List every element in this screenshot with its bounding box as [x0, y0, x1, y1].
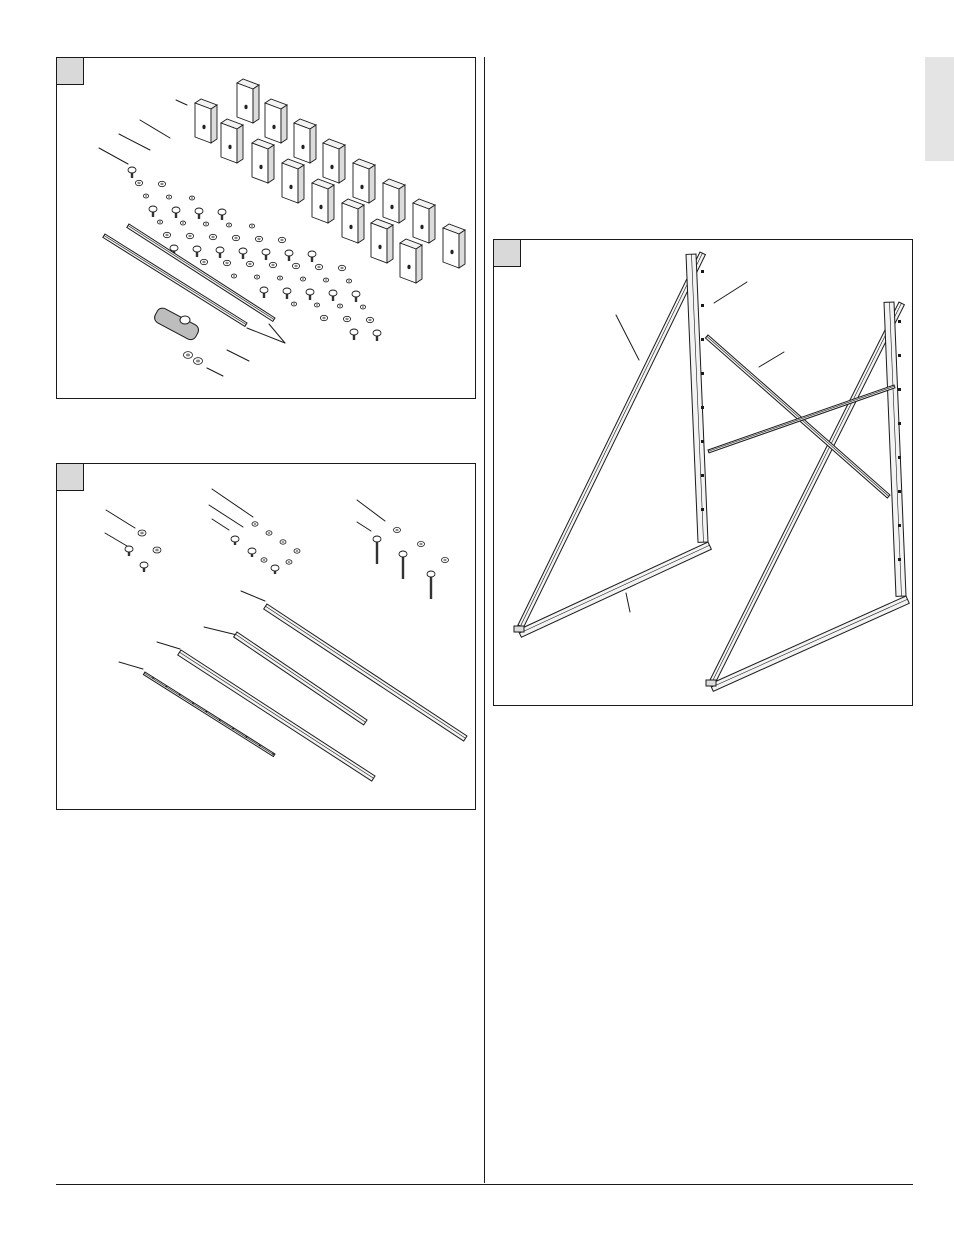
bracket	[413, 199, 435, 243]
nut-hole	[233, 275, 235, 277]
frame-base	[518, 542, 711, 637]
bolt-head	[306, 289, 314, 295]
frame-upright	[884, 302, 906, 596]
bracket-side	[310, 125, 316, 163]
strap-hole	[179, 694, 181, 696]
hardware-illustration	[57, 58, 475, 398]
bolt-shank	[430, 574, 432, 599]
bracket-face	[383, 183, 399, 223]
rails-illustration	[57, 464, 475, 809]
nut-hole	[268, 532, 271, 534]
bracket-hole	[272, 125, 275, 129]
bracket	[312, 179, 334, 223]
bracket-face	[413, 203, 429, 243]
bracket-face	[221, 123, 237, 163]
bracket	[294, 119, 316, 163]
bracket	[237, 79, 259, 123]
bracket-face	[323, 143, 339, 183]
figure-frame-assembly	[493, 239, 913, 706]
bracket-hole	[244, 105, 247, 109]
frame-base-groove	[711, 599, 907, 687]
bolt-head	[262, 249, 270, 255]
leader-line	[241, 591, 265, 601]
cross-rail-groove	[708, 386, 894, 451]
upright-hole	[701, 338, 704, 341]
upright-hole	[701, 440, 704, 443]
leader-line	[176, 100, 187, 105]
bolt-head	[427, 571, 435, 577]
cross-brace-groove	[707, 336, 889, 496]
bracket	[265, 99, 287, 143]
bolt-head	[285, 250, 293, 256]
bolt-head	[329, 290, 337, 296]
strap-hole	[205, 711, 207, 713]
bracket-face	[353, 163, 369, 203]
nut-hole	[225, 262, 228, 264]
bracket-face	[265, 103, 281, 143]
figure-hardware-kit	[56, 57, 476, 399]
nut-hole	[196, 360, 200, 363]
frame-diagonal-groove	[712, 303, 901, 681]
bolt-head	[352, 291, 360, 297]
figure-rail-and-fastener-kit	[56, 463, 476, 810]
upright-hole	[898, 524, 901, 527]
nut-hole	[168, 196, 170, 198]
bracket-side	[387, 225, 393, 263]
bolt-head	[172, 207, 180, 213]
bolt-shank	[376, 539, 378, 564]
bracket	[443, 224, 465, 268]
bracket-hole	[259, 165, 262, 169]
leader-line	[212, 489, 253, 517]
bracket-side	[339, 145, 345, 183]
frame-base-groove	[520, 545, 710, 633]
bracket-hole	[349, 225, 352, 229]
frame-foot	[706, 680, 716, 686]
bracket	[323, 139, 345, 183]
strap-hole	[232, 728, 234, 730]
fitting-nut	[180, 316, 190, 324]
strap-hole	[272, 753, 274, 755]
strap-hole	[259, 745, 261, 747]
nut-hole	[296, 550, 299, 552]
nut-hole	[340, 267, 343, 269]
upright-hole	[701, 406, 704, 409]
bracket-side	[459, 230, 465, 268]
bolt-head	[149, 206, 157, 212]
bolt-head	[195, 208, 203, 214]
upright-hole	[898, 320, 901, 323]
bracket	[400, 239, 422, 283]
leader-line	[616, 315, 639, 360]
upright-hole	[701, 304, 704, 307]
bolt-head	[248, 548, 256, 554]
bolt-head	[239, 248, 247, 254]
strap-hole	[245, 736, 247, 738]
bracket-side	[328, 185, 334, 223]
bracket-face	[312, 183, 328, 223]
nut-hole	[186, 354, 190, 357]
leader-line	[105, 533, 127, 546]
nut-hole	[159, 221, 161, 223]
bolt-shank	[402, 554, 404, 579]
bracket-face	[400, 243, 416, 283]
leader-line	[204, 627, 237, 635]
bolt-head	[271, 565, 279, 571]
bolt-head	[231, 536, 239, 542]
bracket-hole	[407, 265, 410, 269]
leader-line	[714, 282, 747, 303]
nut-hole	[160, 183, 163, 185]
bolt-head	[283, 288, 291, 294]
bolt-head	[350, 329, 358, 335]
bracket-hole	[202, 125, 205, 129]
bracket-side	[416, 245, 422, 283]
nut-hole	[254, 523, 257, 525]
bracket-side	[399, 185, 405, 223]
strap-groove	[144, 673, 274, 755]
leader-line	[209, 505, 243, 527]
hose-fitting	[152, 306, 200, 342]
nut-hole	[202, 261, 205, 263]
nut-hole	[325, 279, 327, 281]
nut-hole	[188, 235, 191, 237]
bracket	[383, 179, 405, 223]
nut-hole	[282, 541, 285, 543]
nut-hole	[302, 278, 304, 280]
leader-line	[357, 500, 385, 521]
nut-hole	[443, 559, 446, 561]
nut-hole	[155, 549, 159, 552]
rod-groove	[128, 226, 274, 320]
leader-line	[140, 120, 170, 138]
bracket-side	[268, 145, 274, 183]
nut-hole	[271, 264, 274, 266]
bolt-head	[125, 546, 133, 552]
rail-groove	[235, 634, 365, 722]
bracket-face	[342, 203, 358, 243]
nut-hole	[345, 318, 348, 320]
bracket-side	[429, 205, 435, 243]
bolt-head	[140, 562, 148, 568]
leader-line	[207, 368, 223, 376]
bracket-hole	[360, 185, 363, 189]
upright-hole	[701, 474, 704, 477]
bracket-hole	[390, 205, 393, 209]
bracket-hole	[289, 185, 292, 189]
bracket	[221, 119, 243, 163]
bracket	[342, 199, 364, 243]
bracket-face	[195, 103, 211, 143]
nut-hole	[279, 277, 281, 279]
bracket-face	[237, 83, 253, 123]
frame-foot	[514, 626, 524, 632]
bracket-hole	[450, 250, 453, 254]
bracket-hole	[378, 245, 381, 249]
bracket	[282, 159, 304, 203]
bracket	[195, 99, 217, 143]
nut-hole	[294, 265, 297, 267]
nut-hole	[211, 236, 214, 238]
upright-hole	[898, 456, 901, 459]
upright-hole	[898, 388, 901, 391]
section-tab	[925, 57, 954, 161]
bracket-side	[237, 125, 243, 163]
nut-hole	[248, 263, 251, 265]
leader-line	[212, 519, 229, 530]
bracket-hole	[319, 205, 322, 209]
bracket-face	[371, 223, 387, 263]
bracket-hole	[228, 145, 231, 149]
bracket-side	[253, 85, 259, 123]
column-divider	[484, 57, 485, 1183]
bracket-hole	[330, 165, 333, 169]
bracket-face	[252, 143, 268, 183]
nut-hole	[251, 225, 253, 227]
nut-hole	[191, 197, 193, 199]
leader-line	[119, 662, 143, 669]
bracket-face	[294, 123, 310, 163]
bracket-side	[298, 165, 304, 203]
frame-upright	[686, 254, 708, 542]
upright-hole	[898, 354, 901, 357]
upright-hole	[898, 422, 901, 425]
frame-base	[710, 596, 909, 691]
bracket	[252, 139, 274, 183]
frame-illustration	[494, 240, 912, 705]
bracket-side	[358, 205, 364, 243]
leader-line	[759, 352, 784, 367]
bracket-side	[211, 105, 217, 143]
nut-hole	[234, 237, 237, 239]
nut-hole	[165, 234, 168, 236]
strap-hole	[165, 686, 167, 688]
bolt-head	[308, 251, 316, 257]
strap-hole	[152, 677, 154, 679]
nut-hole	[137, 182, 140, 184]
upright-hole	[701, 372, 704, 375]
nut-hole	[228, 224, 230, 226]
nut-hole	[322, 317, 325, 319]
nut-hole	[293, 303, 295, 305]
bolt-head	[373, 330, 381, 336]
bolt-head	[128, 167, 136, 173]
nut-hole	[316, 304, 318, 306]
bolt-head	[216, 247, 224, 253]
upright-hole	[701, 270, 704, 273]
nut-hole	[288, 561, 291, 563]
nut-hole	[263, 559, 266, 561]
leader-line	[626, 593, 630, 612]
bolt-head	[193, 246, 201, 252]
leader-line	[357, 522, 371, 531]
leader-line	[99, 148, 128, 164]
nut-hole	[395, 529, 398, 531]
bolt-head	[260, 287, 268, 293]
nut-hole	[339, 305, 341, 307]
nut-hole	[317, 266, 320, 268]
frame-diagonal-groove	[520, 253, 702, 626]
bracket-hole	[420, 225, 423, 229]
upright-hole	[701, 508, 704, 511]
nut-hole	[419, 543, 422, 545]
bracket-side	[281, 105, 287, 143]
bracket	[353, 159, 375, 203]
bracket-face	[443, 228, 459, 268]
strap-hole	[219, 719, 221, 721]
nut-hole	[362, 306, 364, 308]
bracket-side	[369, 165, 375, 203]
bolt-head	[373, 536, 381, 542]
leader-line	[227, 350, 249, 361]
nut-hole	[280, 239, 283, 241]
footer-rule	[56, 1184, 913, 1185]
upright-hole	[898, 490, 901, 493]
frame-diagonal	[710, 302, 904, 683]
bracket	[371, 219, 393, 263]
nut-hole	[205, 223, 207, 225]
leader-line	[157, 642, 180, 649]
nut-hole	[182, 222, 184, 224]
nut-hole	[140, 532, 144, 535]
nut-hole	[348, 280, 350, 282]
bolt-head	[218, 209, 226, 215]
bolt-head	[170, 245, 178, 251]
nut-hole	[368, 319, 371, 321]
leader-line	[119, 134, 150, 150]
upright-hole	[898, 558, 901, 561]
nut-hole	[256, 276, 258, 278]
strap-hole	[192, 702, 194, 704]
nut-hole	[145, 195, 147, 197]
bolt-head	[399, 551, 407, 557]
bracket-hole	[301, 145, 304, 149]
nut-hole	[257, 238, 260, 240]
leader-line	[106, 510, 135, 528]
bracket-face	[282, 163, 298, 203]
